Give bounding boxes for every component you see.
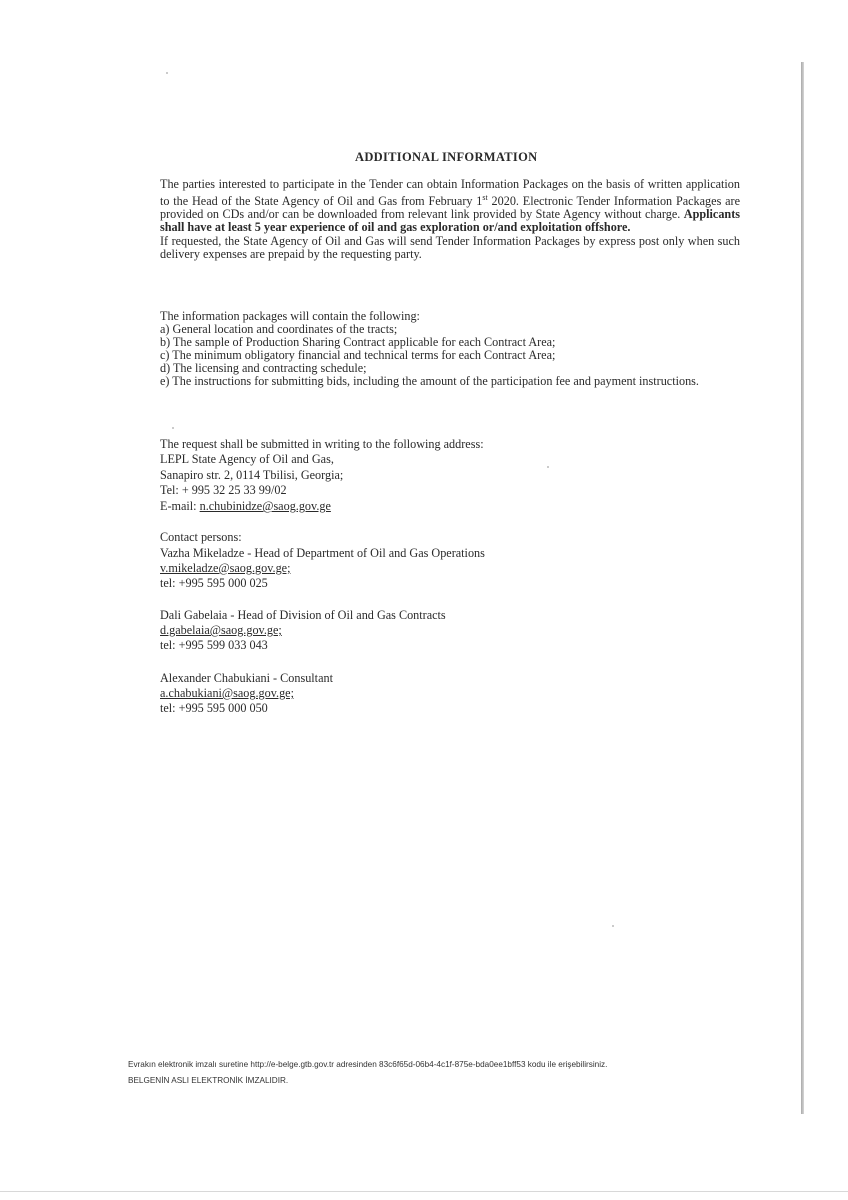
contact-phone: tel: +995 595 000 025 — [160, 576, 268, 590]
packages-item: a) General location and coordinates of the tracts; — [160, 322, 398, 336]
e-signature-footer: BELGENİN ASLI ELEKTRONİK İMZALIDIR. — [128, 1076, 289, 1085]
intro-paragraph — [160, 178, 740, 261]
address-org: LEPL State Agency of Oil and Gas, — [160, 452, 334, 466]
intro-superscript: st — [482, 193, 488, 202]
contact-phone: tel: +995 595 000 050 — [160, 701, 268, 715]
packages-section — [160, 310, 740, 388]
intro-text-1: The parties interested to participate in the Tender can obtain Information Packages on the basis of written application to the Head of the State Agency of Oil and Gas from February 1 — [160, 177, 740, 209]
scan-speck — [166, 72, 168, 74]
contact-email-link[interactable]: v.mikeladze@saog.gov.ge; — [160, 561, 291, 575]
e-signature-notice: Evrakın elektronik imzalı suretine http://e-belge.gtb.gov.tr adresinden 83c6f65d-06b4-4c1f-875e-bda0ee1bff53 kodu ile erişebilirsiniz. — [128, 1060, 608, 1069]
contact-name: Alexander Chabukiani - Consultant — [160, 671, 333, 685]
scan-speck — [612, 925, 614, 927]
address-email-line — [160, 499, 331, 514]
packages-item: e) The instructions for submitting bids, including the amount of the participation fee and payment instructions. — [160, 374, 699, 388]
packages-item: b) The sample of Production Sharing Contract applicable for each Contract Area; — [160, 335, 556, 349]
page-title: ADDITIONAL INFORMATION — [355, 150, 538, 164]
packages-item: c) The minimum obligatory financial and technical terms for each Contract Area; — [160, 348, 556, 362]
packages-item: d) The licensing and contracting schedule; — [160, 361, 367, 375]
intro-text-2: 2020. Electronic Tender Information Packages are provided on CDs and/or can be downloaded from relevant link provided by State Agency without charge. — [160, 194, 741, 222]
email-link[interactable]: n.chubinidze@saog.gov.ge — [199, 499, 331, 513]
address-heading: The request shall be submitted in writing to the following address: — [160, 437, 484, 451]
contact-email-link[interactable]: a.chabukiani@saog.gov.ge; — [160, 686, 294, 700]
scan-speck — [547, 466, 549, 468]
contacts-heading: Contact persons: — [160, 530, 242, 544]
contact-name: Dali Gabelaia - Head of Division of Oil and Gas Contracts — [160, 608, 446, 622]
intro-delivery-note: If requested, the State Agency of Oil and Gas will send Tender Information Packages by express post only when such delivery expenses are prepaid by the requesting party. — [160, 234, 740, 262]
email-label: E-mail: — [160, 499, 200, 513]
intro-requirement: Applicants shall have at least 5 year experience of oil and gas exploration or/and exploitation offshore. — [160, 207, 740, 235]
address-street: Sanapiro str. 2, 0114 Tbilisi, Georgia; — [160, 468, 344, 482]
packages-heading: The information packages will contain the following: — [160, 309, 420, 323]
scan-bottom-edge — [0, 1191, 848, 1192]
scan-speck — [172, 427, 174, 429]
scan-edge-shadow — [801, 62, 804, 1114]
address-phone: Tel: + 995 32 25 33 99/02 — [160, 483, 287, 497]
contact-email-link[interactable]: d.gabelaia@saog.gov.ge; — [160, 623, 282, 637]
contact-phone: tel: +995 599 033 043 — [160, 638, 268, 652]
contact-name: Vazha Mikeladze - Head of Department of Oil and Gas Operations — [160, 546, 485, 560]
